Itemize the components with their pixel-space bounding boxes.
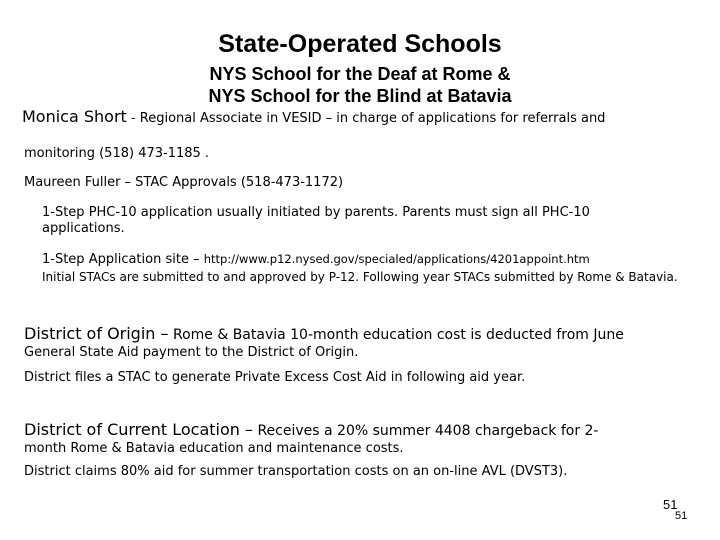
contact-monica-cont: monitoring (518) 473-1185 . xyxy=(24,146,210,161)
slide-subtitle-line-2: NYS School for the Blind at Batavia xyxy=(208,86,512,106)
page-number: 51 xyxy=(663,497,678,512)
bullet-initial-stacs: Initial STACs are submitted to and approved by P-12. Following year STACs submitted by Rome & Batavia. xyxy=(42,270,678,284)
contact-monica xyxy=(22,107,605,126)
application-site-label: 1-Step Application site – xyxy=(42,252,204,267)
contact-maureen: Maureen Fuller – STAC Approvals (518-473-1172) xyxy=(24,175,344,190)
district-origin xyxy=(24,324,624,343)
district-origin-note: District files a STAC to generate Private Excess Cost Aid in following aid year. xyxy=(24,370,526,385)
district-current xyxy=(24,420,598,439)
page-number-small: 51 xyxy=(675,510,688,522)
district-origin-heading: District of Origin – xyxy=(24,324,169,343)
slide-title: State-Operated Schools xyxy=(218,30,502,58)
contact-monica-name: Monica Short xyxy=(22,107,127,126)
district-current-note: District claims 80% aid for summer transportation costs on an on-line AVL (DVST3). xyxy=(24,464,568,479)
district-current-text: Receives a 20% summer 4408 chargeback for 2- xyxy=(253,423,599,439)
bullet-phc10-line-2: applications. xyxy=(42,221,125,236)
slide-subtitle-line-1: NYS School for the Deaf at Rome & xyxy=(209,64,511,84)
district-origin-text: Rome & Batavia 10-month education cost is deducted from June xyxy=(168,327,624,343)
bullet-application-site xyxy=(42,248,590,267)
application-site-url[interactable]: http://www.p12.nysed.gov/specialed/applications/4201appoint.htm xyxy=(203,252,590,266)
district-current-cont: month Rome & Batavia education and maintenance costs. xyxy=(24,441,404,456)
bullet-phc10-line-1: 1-Step PHC-10 application usually initiated by parents. Parents must sign all PHC-10 xyxy=(42,205,590,220)
district-origin-cont: General State Aid payment to the District of Origin. xyxy=(24,345,359,360)
contact-monica-desc: - Regional Associate in VESID – in charge of applications for referrals and xyxy=(126,111,606,126)
district-current-heading: District of Current Location – xyxy=(24,420,253,439)
